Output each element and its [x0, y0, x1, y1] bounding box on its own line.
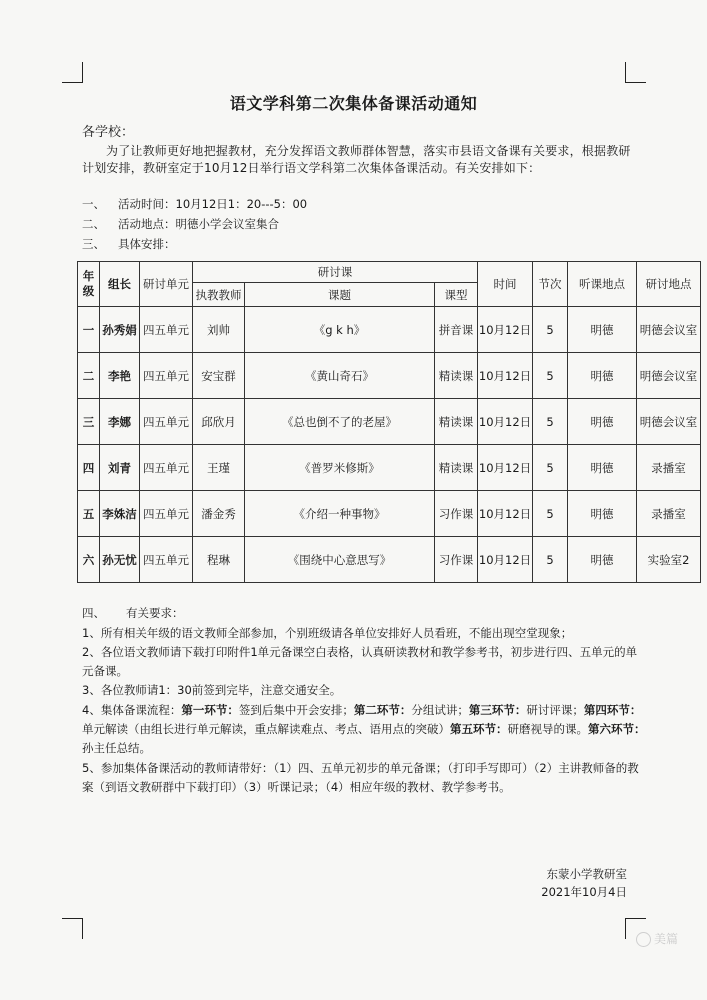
header-period: 节次 [533, 262, 568, 307]
cell-topic: 《总也倒不了的老屋》 [245, 399, 435, 445]
requirements-number: 四、 [82, 606, 105, 620]
cell-listen-place: 明德 [568, 399, 637, 445]
cell-unit: 四五单元 [140, 307, 193, 353]
cell-time: 10月12日 [478, 399, 533, 445]
requirement-4 [82, 701, 647, 758]
cell-type: 精读课 [435, 399, 478, 445]
header-listen-place: 听课地点 [568, 262, 637, 307]
cell-topic: 《介绍一种事物》 [245, 491, 435, 537]
step-1-label: 第一环节： [181, 703, 239, 717]
cell-leader: 李姝洁 [100, 491, 140, 537]
schedule-table [77, 261, 701, 583]
watermark [636, 930, 678, 947]
requirement-1: 1、所有相关年级的语文教师全部参加，个别班级请各单位安排好人员看班，不能出现空堂现象； [82, 626, 573, 640]
intro-paragraph: 为了让教师更好地把握教材，充分发挥语文教师群体智慧，落实市县语文备课有关要求，根据教研计划安排，教研室定于10月12日举行语文学科第二次集体备课活动。有关安排如下： [82, 144, 631, 175]
cell-discuss-place: 明德会议室 [637, 307, 701, 353]
header-grade: 年级 [78, 262, 100, 307]
cell-teacher: 程琳 [193, 537, 245, 583]
requirement-2: 2、各位语文教师请下载打印附件1单元备课空白表格，认真研读教材和教学参考书，初步进行四、五单元的单元备课。 [82, 645, 638, 678]
cell-period: 5 [533, 399, 568, 445]
cell-grade: 三 [78, 399, 100, 445]
cell-listen-place: 明德 [568, 537, 637, 583]
cell-grade: 五 [78, 491, 100, 537]
cell-time: 10月12日 [478, 445, 533, 491]
step-2-label: 第二环节： [353, 703, 412, 717]
crop-mark-top-right [625, 62, 646, 83]
header-lesson-group: 研讨课 [193, 262, 478, 283]
cell-time: 10月12日 [478, 307, 533, 353]
table-row [78, 353, 701, 399]
cell-period: 5 [533, 537, 568, 583]
cell-discuss-place: 实验室2 [637, 537, 701, 583]
cell-unit: 四五单元 [140, 353, 193, 399]
cell-listen-place: 明德 [568, 491, 637, 537]
cell-type: 精读课 [435, 445, 478, 491]
signature-date: 2021年10月4日 [541, 885, 627, 899]
cell-period: 5 [533, 445, 568, 491]
header-teacher: 执教教师 [193, 283, 245, 307]
cell-topic: 《黄山奇石》 [245, 353, 435, 399]
cell-teacher: 刘帅 [193, 307, 245, 353]
table-row [78, 307, 701, 353]
cell-discuss-place: 明德会议室 [637, 399, 701, 445]
cell-leader: 孙秀娟 [100, 307, 140, 353]
table-row [78, 491, 701, 537]
cell-listen-place: 明德 [568, 353, 637, 399]
header-discuss-place: 研讨地点 [637, 262, 701, 307]
cell-grade: 四 [78, 445, 100, 491]
cell-listen-place: 明德 [568, 445, 637, 491]
step-2-text: 分组试讲； [411, 703, 469, 717]
cell-time: 10月12日 [478, 491, 533, 537]
arrangement-text: 活动时间：10月12日1：20---5：00 [118, 197, 308, 211]
cell-unit: 四五单元 [140, 399, 193, 445]
cell-period: 5 [533, 353, 568, 399]
step-6-text: 孙主任总结。 [82, 741, 151, 755]
cell-type: 拼音课 [435, 307, 478, 353]
table-row [78, 445, 701, 491]
requirement-5: 5、参加集体备课活动的教师请带好：（1）四、五单元初步的单元备课；（打印手写即可）（2）主讲教师备的教案（到语文教研群中下载打印）（3）听课记录；（4）相应年级的教材、教学参考书。 [82, 761, 639, 794]
cell-type: 习作课 [435, 491, 478, 537]
step-4-text: 单元解读（由组长进行单元解读，重点解读难点、考点、语用点的突破） [82, 722, 450, 736]
cell-leader: 李娜 [100, 399, 140, 445]
cell-topic: 《普罗米修斯》 [245, 445, 435, 491]
arrangement-text: 活动地点：明德小学会议室集合 [118, 217, 279, 231]
requirements-title: 有关要求： [126, 606, 184, 620]
process-lead: 4、集体备课流程： [82, 703, 182, 717]
crop-mark-bottom-left [62, 918, 83, 939]
cell-topic: 《g k h》 [245, 307, 435, 353]
cell-teacher: 王瑾 [193, 445, 245, 491]
cell-discuss-place: 录播室 [637, 491, 701, 537]
cell-time: 10月12日 [478, 537, 533, 583]
crop-mark-top-left [62, 62, 83, 83]
cell-teacher: 邱欣月 [193, 399, 245, 445]
salutation: 各学校： [82, 125, 135, 140]
cell-unit: 四五单元 [140, 491, 193, 537]
cell-teacher: 安宝群 [193, 353, 245, 399]
arrangement-place [82, 216, 642, 233]
cell-topic: 《围绕中心意思写》 [245, 537, 435, 583]
header-topic: 课题 [245, 283, 435, 307]
step-5-label: 第五环节： [450, 722, 508, 736]
arrangement-time [82, 196, 642, 213]
arrangement-schedule [82, 236, 642, 253]
table-row [78, 537, 701, 583]
arrangement-number: 三、 [82, 237, 105, 251]
step-3-text: 研讨评课； [526, 703, 584, 717]
header-leader: 组长 [100, 262, 140, 307]
watermark-text: 美篇 [654, 932, 679, 946]
document-title: 语文学科第二次集体备课活动通知 [229, 94, 478, 113]
cell-listen-place: 明德 [568, 307, 637, 353]
header-type: 课型 [435, 283, 478, 307]
watermark-logo-icon [636, 932, 651, 947]
cell-discuss-place: 明德会议室 [637, 353, 701, 399]
step-5-text: 研磨视导的课。 [507, 722, 588, 736]
table-row [78, 399, 701, 445]
cell-discuss-place: 录播室 [637, 445, 701, 491]
header-time: 时间 [478, 262, 533, 307]
arrangement-number: 二、 [82, 217, 105, 231]
cell-period: 5 [533, 307, 568, 353]
step-1-text: 签到后集中开会安排； [238, 703, 354, 717]
cell-leader: 孙无忧 [100, 537, 140, 583]
cell-leader: 刘青 [100, 445, 140, 491]
step-6-label: 第六环节： [588, 722, 646, 736]
signature-org: 东蒙小学教研室 [546, 867, 627, 881]
cell-period: 5 [533, 491, 568, 537]
cell-unit: 四五单元 [140, 445, 193, 491]
cell-type: 习作课 [435, 537, 478, 583]
cell-unit: 四五单元 [140, 537, 193, 583]
arrangement-number: 一、 [82, 197, 105, 211]
requirements-heading [82, 604, 647, 623]
requirement-3: 3、各位教师请1：30前签到完毕，注意交通安全。 [82, 683, 342, 697]
cell-grade: 二 [78, 353, 100, 399]
cell-grade: 六 [78, 537, 100, 583]
cell-time: 10月12日 [478, 353, 533, 399]
step-3-label: 第三环节： [468, 703, 527, 717]
arrangement-text: 具体安排： [118, 237, 176, 251]
step-4-label: 第四环节： [583, 703, 642, 717]
cell-leader: 李艳 [100, 353, 140, 399]
cell-grade: 一 [78, 307, 100, 353]
cell-teacher: 潘金秀 [193, 491, 245, 537]
header-unit: 研讨单元 [140, 262, 193, 307]
cell-type: 精读课 [435, 353, 478, 399]
